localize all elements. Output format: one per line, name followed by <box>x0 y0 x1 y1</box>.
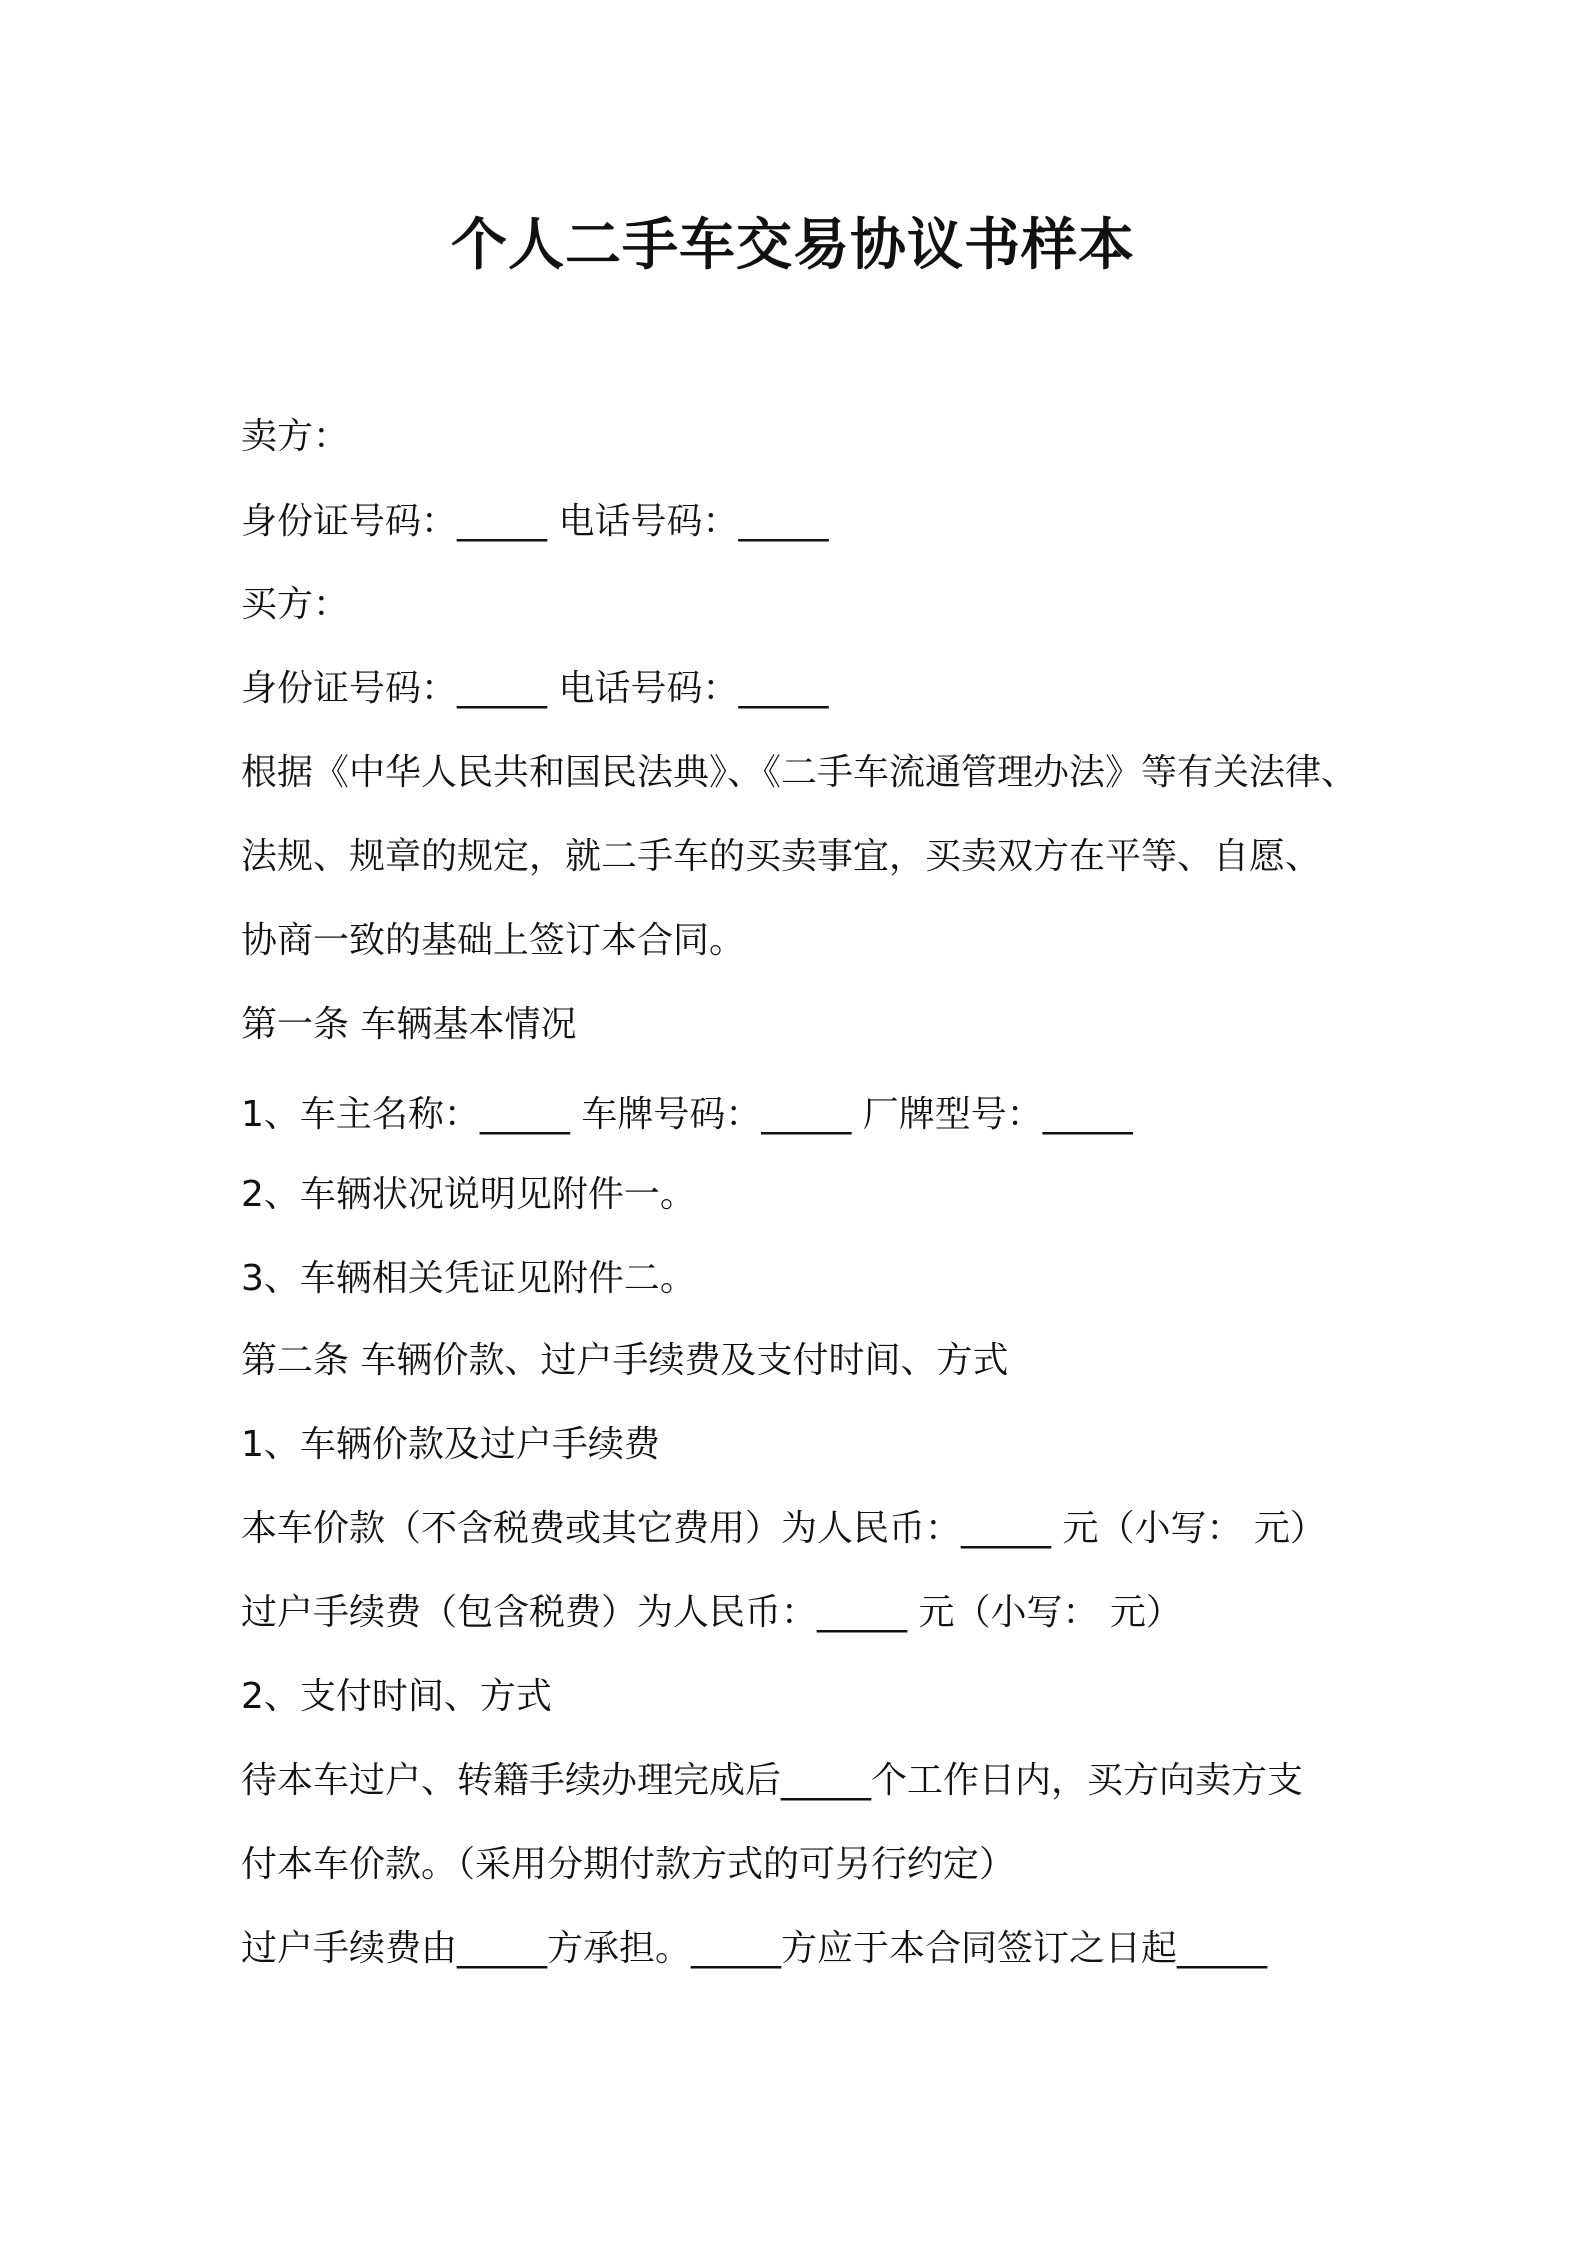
preamble-line-3: 协商一致的基础上签订本合同。 <box>241 920 746 961</box>
car-price-line: 本车价款（不含税费或其它费用）为人民币：_____ 元（小写： 元） <box>241 1508 1326 1549</box>
article-1-item-2: 2、车辆状况说明见附件一。 <box>241 1174 696 1215</box>
payment-line-1: 待本车过户、转籍手续办理完成后_____个工作日内，买方向卖方支 <box>241 1760 1304 1801</box>
seller-label: 卖方： <box>241 416 350 457</box>
article-1-heading: 第一条 车辆基本情况 <box>241 1004 577 1045</box>
document-title: 个人二手车交易协议书样本 <box>451 213 1135 278</box>
article-2-heading: 第二条 车辆价款、过户手续费及支付时间、方式 <box>241 1340 1009 1381</box>
article-2-item-1: 1、车辆价款及过户手续费 <box>241 1424 660 1465</box>
payment-line-2: 付本车价款。（采用分期付款方式的可另行约定） <box>241 1844 1016 1885</box>
buyer-id-phone: 身份证号码：_____ 电话号码：_____ <box>241 668 829 709</box>
transfer-fee-line: 过户手续费（包含税费）为人民币：_____ 元（小写： 元） <box>241 1592 1182 1633</box>
preamble-line-2: 法规、规章的规定，就二手车的买卖事宜，买卖双方在平等、自愿、 <box>241 836 1322 877</box>
seller-id-phone: 身份证号码：_____ 电话号码：_____ <box>241 501 829 542</box>
preamble-line-1: 根据《中华人民共和国民法典》、《二手车流通管理办法》等有关法律、 <box>241 752 1358 793</box>
article-2-item-2: 2、支付时间、方式 <box>241 1676 552 1717</box>
article-1-item-3: 3、车辆相关凭证见附件二。 <box>241 1258 696 1299</box>
transfer-fee-bearer-line: 过户手续费由_____方承担。_____方应于本合同签订之日起_____ <box>241 1928 1268 1969</box>
article-1-item-1: 1、车主名称：_____ 车牌号码：_____ 厂牌型号：_____ <box>241 1094 1133 1135</box>
buyer-label: 买方： <box>241 584 350 625</box>
